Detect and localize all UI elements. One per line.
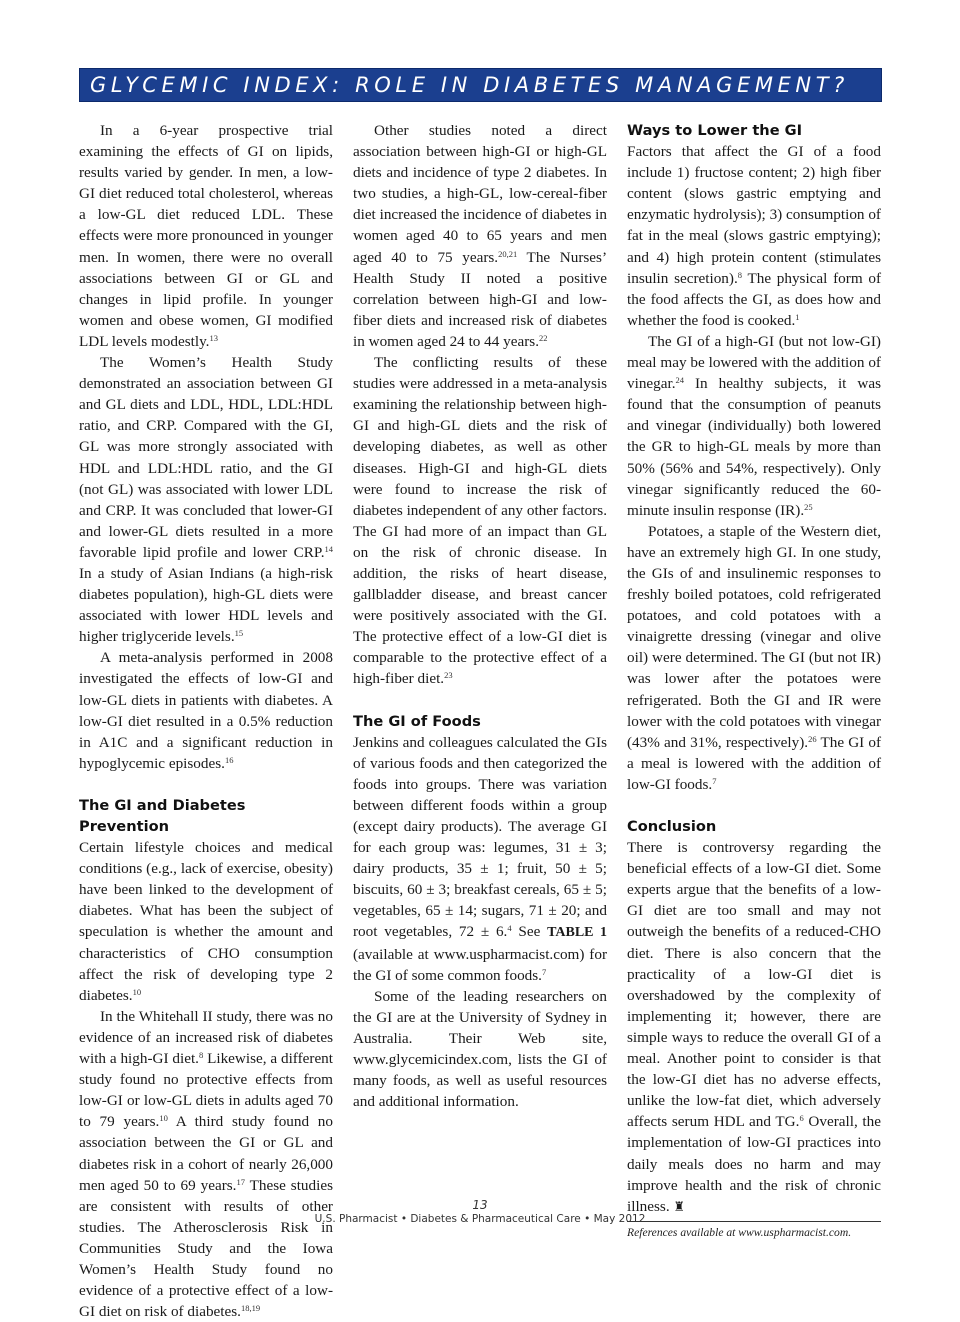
citation: 26 — [808, 733, 817, 744]
citation: 20,21 — [498, 248, 518, 259]
page-number: 13 — [472, 1198, 488, 1212]
section-heading-prevention: The GI and Diabetes Prevention — [79, 796, 246, 835]
column-2 — [353, 120, 607, 1112]
citation: 8 — [737, 269, 742, 280]
paragraph: Potatoes, a staple of the Western diet, have an extremely high GI. In one study, the GIs of and insulinemic responses to freshly boiled potatoes, cold refrigerated potatoes, and cold potatoes with a vinaigrette dressing (vinegar and olive oil) were determined. The GI (but not IR) was lower after the potatoes were refrigerated. Both the GI and IR were lower with the cold potatoes with vinegar (43% and 31%, respectively).$^{26}$ The GI of a meal is lowered with the addition of low-GI foods.$^7$ — [627, 522, 882, 793]
citation: 22 — [539, 332, 548, 343]
publication-footer: U.S. Pharmacist • Diabetes & Pharmaceutical Care • May 2012 — [314, 1213, 646, 1225]
citation: 7 — [541, 966, 547, 977]
citation: 6 — [799, 1113, 804, 1124]
citation: 15 — [234, 628, 244, 639]
section-heading-foods: The GI of Foods — [353, 712, 481, 730]
citation: 16 — [224, 754, 234, 765]
banner-title: GLYCEMIC INDEX: ROLE IN DIABETES MANAGEMENT? — [90, 72, 849, 97]
paragraph: The conflicting results of these studies were addressed in a meta-analysis examining the relationship between high-GI and high-GL diets and the risk of developing diabetes, as well as other diseases. High-GI and high-GL diets were found to increase the risk of diabetes independent of any other factors. The GI had more of an impact than GL on the risk of chronic disease. In addition, the risks of heart disease, gallbladder disease, and breast cancer were positively associated with the GI. The protective effect of a low-GI diet is comparable to the protective effect of a high-fiber diet.$^{23}$ — [353, 354, 607, 688]
paragraph: Other studies noted a direct association between high-GI or high-GL diets and incidence of type 2 diabetes. In two studies, a high-GL, low-cereal-fiber diet increased the incidence of diabetes in women aged 40 to 65 years and men aged 40 to 75 years.$^{20,21}$ The Nurses’ Health Study II noted a positive correlation between high-GI and low-fiber diets and increased risk of diabetes in women aged 24 to 44 years.$^{22}$ — [353, 122, 608, 350]
paragraph: Certain lifestyle choices and medical conditions (e.g., lack of exercise, obesity) have been linked to the development of diabetes. What has been the subject of speculation is whether the amount and characteristics of CHO consumption affect the risk of developing type 2 diabetes.$^{10}$ — [79, 839, 333, 1004]
paragraph: The Women’s Health Study demonstrated an association between GI and GL diets and LDL, HDL, LDL:HDL ratio, and CRP. Compared with the GI, GL was more strongly associated with HDL and LDL:HDL ratio, and the GI (not GL) was associated with lower LDL and CRP. It was concluded that lower-GI and lower-GL diets resulted in a more favorable lipid profile and lower CRP.$^{14}$ In a study of Asian Indians (a high-risk diabetes population), high-GL diets were associated with lower HDL levels and higher triglyceride levels.$^{15}$ — [79, 354, 333, 646]
section-heading-ways: Ways to Lower the GI — [627, 122, 803, 139]
citation: 13 — [209, 332, 218, 343]
column-1 — [79, 120, 333, 1322]
paragraph: There is controversy regarding the beneficial effects of a low-GI diet. Some experts argue that the benefits of a low-GI diet are too small and may not outweigh the benefits of a reduced-CHO diet. There is also concern that the practicality of a low-GI diet is overshadowed by the complexity of implementing it; however, there are simple ways to reduce the overall GI of a meal. Another point to consider is that the low-GI diet has no adverse effects, unlike the low-fat diet, which adversely affects serum HDL and TG.$^6$ Overall, the implementation of low-GI practices into daily meals does no harm and may improve health and the risk of chronic illness. ♜ — [627, 839, 881, 1215]
citation: 23 — [444, 670, 453, 681]
end-of-article-icon: ♜ — [673, 1198, 686, 1214]
citation: 1 — [795, 311, 800, 322]
section-banner — [79, 68, 882, 102]
citation: 10 — [132, 986, 142, 997]
citation: 18,19 — [240, 1303, 261, 1314]
citation: 7 — [712, 775, 717, 786]
citation: 24 — [675, 375, 684, 386]
table-reference: TABLE 1 — [547, 925, 607, 941]
citation: 14 — [324, 543, 333, 554]
citation: 4 — [507, 923, 512, 934]
column-3 — [627, 120, 881, 1240]
section-heading-conclusion: Conclusion — [627, 818, 717, 835]
paragraph: In a 6-year prospective trial examining the effects of GI on lipids, results varied by gender. In men, a low-GI diet reduced total cholesterol, whereas a low-GL diet reduced LDL. These effects were more pronounced in younger men. In women, there were no overall associations between GI or GL and changes in lipid profile. In younger women and obese women, GI modified LDL levels modestly.$^{13}$ — [79, 122, 333, 350]
paragraph: A meta-analysis performed in 2008 investigated the effects of low-GI and low-GL diets in patients with diabetes. A low-GI diet resulted in a 0.5% reduction in A1C and a significant reduction in hypoglycemic episodes.$^{16}$ — [79, 649, 333, 772]
citation: 17 — [236, 1176, 245, 1187]
paragraph: In the Whitehall II study, there was no evidence of an increased risk of diabetes with a high-GI diet.$^8$ Likewise, a different study found no protective effects from low-GI or low-GL diets in adults aged 70 to 79 years.$^{10}$ A third study found no association between the GI or GL and diabetes risk in a cohort of nearly 26,000 men aged 50 to 69 years.$^{17}$ These studies are consistent with results of other studies. The Atherosclerosis Risk in Communities Study and the Iowa Women’s Health Study found no evidence of a protective effect of a low-GI diet on risk of diabetes.$^{18,19}$ — [79, 1007, 333, 1321]
paragraph: Jenkins and colleagues calculated the GIs of various foods and then categorized the foods into groups. There was variation between different foods within a group (except dairy products). The average GI for each group was: legumes, 31 ± 3; dairy products, 35 ± 1; fruit, 50 ± 5; biscuits, 60 ± 3; breakfast cereals, 65 ± 5; vegetables, 65 ± 14; sugars, 71 ± 20; and root vegetables, 72 ± 6.$^4$ See TABLE 1 (available at www.uspharmacist.com) for the GI of some common foods.$^7$ — [353, 733, 607, 984]
citation: 10 — [159, 1113, 168, 1124]
paragraph: Some of the leading researchers on the GI are at the University of Sydney in Australia. Their Web site, www.glycemicindex.com, lists the GI of many foods, as well as useful resources and additional information. — [353, 987, 607, 1111]
references-note: References available at www.uspharmacist.com. — [627, 1221, 881, 1240]
paragraph: The GI of a high-GI (but not low-GI) meal may be lowered with the addition of vinegar.$^{24}$ In healthy subjects, it was found that the consumption of peanuts and vinegar (individually) both lowered the GR to high-GL meals by more than 50% (56% and 54%, respectively). Only vinegar significantly reduced the 60-minute insulin response (IR).$^{25}$ — [627, 332, 881, 519]
citation: 8 — [198, 1050, 204, 1061]
paragraph: Factors that affect the GI of a food include 1) fructose content; 2) high fiber content (slows gastric emptying and enzymatic hydrolysis); 3) consumption of fat in the meal (slows gastric emptying); and 4) high protein content (stimulates insulin secretion).$^8$ The physical form of the food affects the GI, as does how and whether the food is cooked.$^1$ — [627, 143, 881, 329]
citation: 25 — [804, 501, 813, 512]
